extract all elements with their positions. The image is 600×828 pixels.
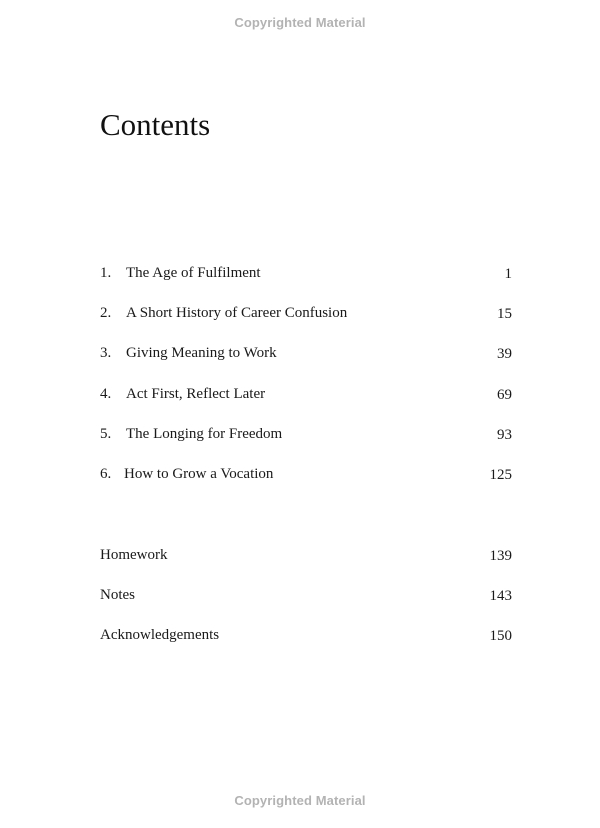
chapter-number: 5. (100, 425, 112, 442)
chapter-title: The Longing for Freedom (126, 425, 283, 442)
chapter-title: Act First, Reflect Later (126, 385, 266, 402)
section-title: Notes (100, 587, 135, 604)
chapter-number: 3. (100, 345, 112, 362)
page-number: 125 (489, 466, 512, 483)
chapter-number: 1. (100, 265, 112, 281)
page-number: 150 (489, 628, 512, 645)
toc-entry-chapter-1[interactable] (100, 263, 512, 303)
chapter-title: How to Grow a Vocation (124, 465, 274, 482)
chapter-number: 4. (100, 385, 112, 402)
back-matter-list (100, 545, 512, 666)
page-number: 15 (497, 306, 512, 323)
page-number: 139 (489, 548, 512, 564)
toc-entry-chapter-2[interactable] (100, 303, 512, 343)
chapter-title: A Short History of Career Confusion (126, 305, 348, 322)
toc-entry-homework[interactable] (100, 545, 512, 585)
toc-entry-acknowledgements[interactable] (100, 625, 512, 665)
section-title: Acknowledgements (100, 627, 220, 644)
chapter-title: Giving Meaning to Work (126, 345, 277, 362)
page-number: 1 (504, 266, 512, 282)
chapter-number: 6. (100, 465, 112, 482)
toc-entry-notes[interactable] (100, 585, 512, 625)
toc-entry-chapter-6[interactable] (100, 464, 512, 504)
page-title: Contents (100, 107, 211, 142)
toc-entry-chapter-5[interactable] (100, 424, 512, 464)
copyright-watermark-bottom: Copyrighted Material (234, 793, 366, 808)
section-title: Homework (100, 547, 168, 563)
page-number: 143 (489, 588, 512, 605)
chapter-number: 2. (100, 305, 112, 322)
copyright-watermark-top: Copyrighted Material (234, 15, 366, 30)
chapter-title: The Age of Fulfilment (126, 265, 261, 281)
toc-entry-chapter-4[interactable] (100, 384, 512, 424)
page-number: 69 (497, 386, 512, 403)
page-number: 39 (497, 346, 512, 363)
page-number: 93 (497, 426, 512, 443)
toc-entry-chapter-3[interactable] (100, 343, 512, 383)
chapter-list (100, 263, 512, 504)
